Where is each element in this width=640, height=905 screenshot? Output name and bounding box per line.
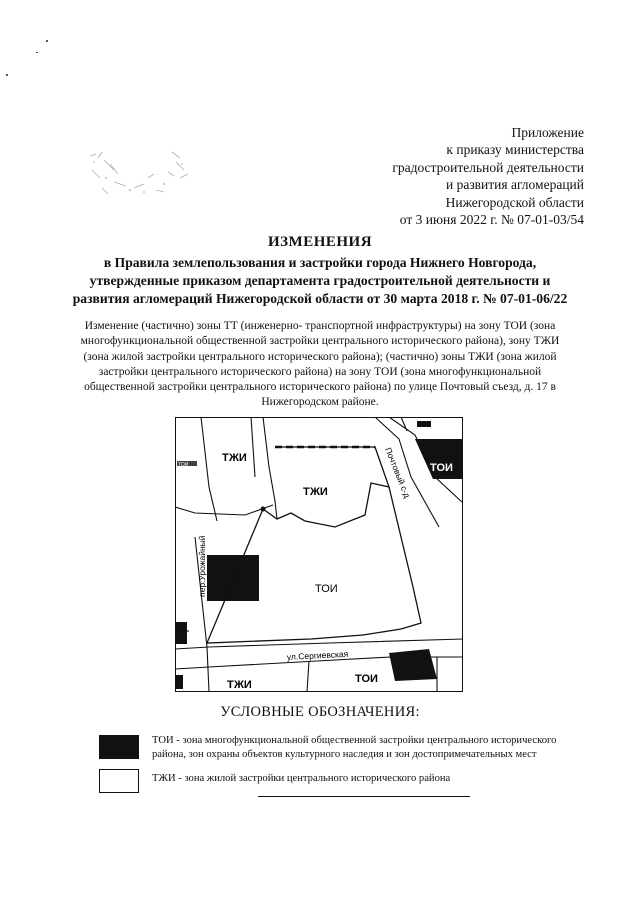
toi-dark-zone [207, 555, 259, 601]
scan-speck [46, 40, 48, 42]
document-title: ИЗМЕНЕНИЯ [267, 234, 373, 250]
street-label-sergievskaya: ул.Сергиевская [286, 648, 349, 662]
street-label-pochtovy: Почтовый с-д [383, 446, 413, 500]
toi-dark-zone [175, 622, 187, 644]
legend-swatch-tzhi [99, 769, 139, 793]
faded-stamp-image [84, 148, 204, 200]
zone-label-toi-small: ТОИ [178, 462, 189, 468]
toi-dark-zone [389, 649, 437, 681]
scan-speck [6, 74, 8, 76]
legend-title: УСЛОВНЫЕ ОБОЗНАЧЕНИЯ: [220, 704, 420, 720]
zone-label-toi: ТОИ [430, 462, 453, 474]
zoning-map [175, 417, 463, 692]
appendix-block [392, 124, 584, 228]
signature-rule [258, 796, 470, 797]
legend-text-toi: ТОИ - зона многофункциональной общественной застройки центрального исторического района, зон охраны объектов культурного наследия и зон достопримечательных мест [152, 735, 557, 760]
appendix-line: и развития агломераций [445, 177, 584, 193]
appendix-line: к приказу министерства [446, 142, 584, 158]
legend-text-tzhi: ТЖИ - зона жилой застройки центрального исторического района [152, 773, 451, 784]
appendix-line: Нижегородской области [445, 194, 584, 210]
zone-label-tzhi: ТЖИ [222, 452, 247, 464]
legend-swatch-toi [99, 735, 139, 759]
change-description: Изменение (частично) зоны ТТ (инженерно- транспортной инфраструктуры) на зону ТОИ (зона многофункциональной общественной застройки центрального исторического района), зону ТЖИ (зона жилой застройки центрального исторического района); (частично) зоны ТЖИ (зона жилой застройки центрального исторического района) на зону ТОИ (зона многофункциональной общественной застройки центрального исторического района) по улице Почтовый съезд, д. 17 в Нижегородском районе. [80, 320, 560, 409]
appendix-line: Приложение [511, 125, 584, 140]
document-subtitle: в Правила землепользования и застройки города Нижнего Новгорода, утвержденные приказом департамента градостроительной деятельности и развития агломераций Нижегородской области от 30 марта 2018 г. № 07-01-06/22 [72, 255, 568, 306]
zone-label-tzhi: ТЖИ [227, 679, 252, 691]
toi-dark-zone [175, 675, 183, 689]
appendix-line: от 3 июня 2022 г. № 07-01-03/54 [399, 212, 584, 228]
appendix-line: градостроительной деятельности [392, 159, 584, 175]
zone-label-toi: ТОИ [315, 583, 338, 595]
scan-speck [36, 52, 38, 53]
street-label-urozhainy: пер.Урожайный [197, 535, 207, 597]
zone-label-tzhi: ТЖИ [303, 486, 328, 498]
zone-label-toi: ТОИ [355, 673, 378, 685]
